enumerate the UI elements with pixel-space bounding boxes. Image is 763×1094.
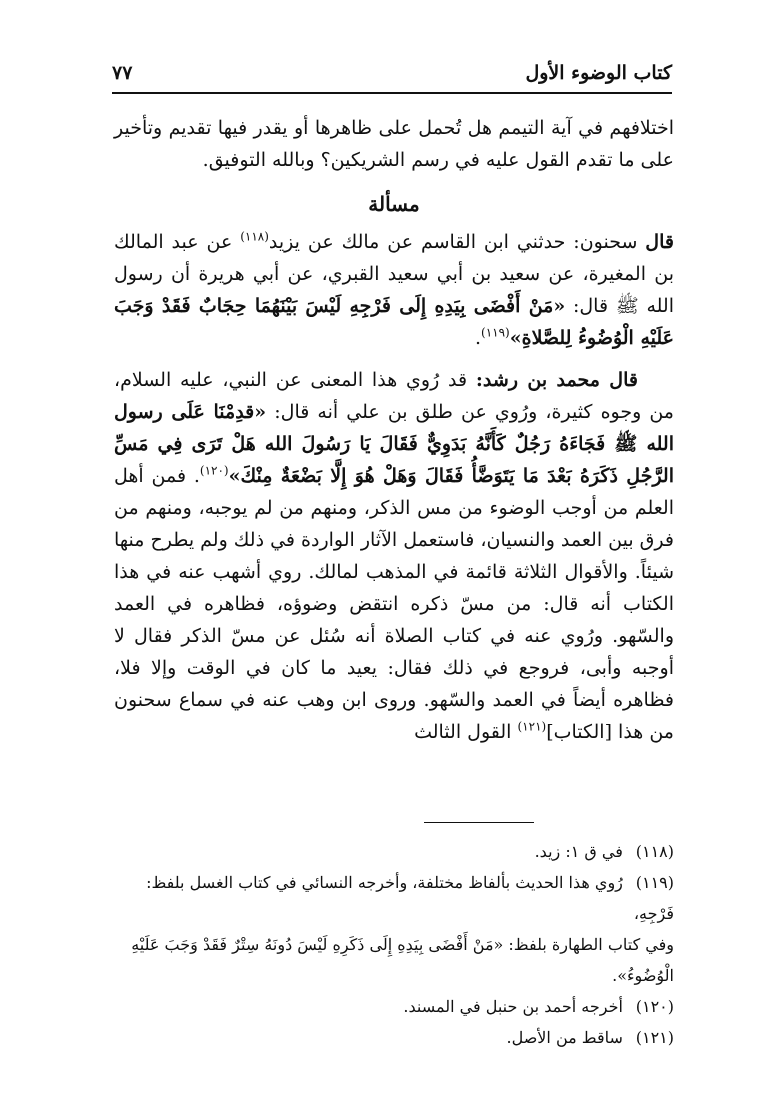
footnote-text: أخرجه أحمد بن حنبل في المسند. <box>403 997 623 1016</box>
speaker-label: قال محمد بن رشد: <box>475 369 638 391</box>
footnote <box>114 867 674 929</box>
footnote <box>114 991 674 1022</box>
footnote-continuation: وفي كتاب الطهارة بلفظ: «مَنْ أَفْضَى بِيَدِهِ إِلَى ذَكَرِهِ لَيْسَ دُونَهُ سِتْرٌ فَقَدْ وَجَبَ عَلَيْهِ الْوُضُوءُ». <box>131 935 674 985</box>
footnote-ref: (١١٩) <box>481 325 510 340</box>
hadith-text: «مَنْ أَفْضَى بِيَدِهِ إِلَى فَرْجِهِ لَيْسَ بَيْنَهُمَا حِجَابٌ فَقَدْ وَجَبَ عَلَيْهِ الْوُضُوءُ لِلصَّلاةِ» <box>114 295 674 349</box>
intro-paragraph: اختلافهم في آية التيمم هل تُحمل على ظاهرها أو يقدر فيها تقديم وتأخير على ما تقدم القول عليه في رسم الشريكين؟ وبالله التوفيق. <box>114 117 674 171</box>
section-heading: مسألة <box>368 192 420 216</box>
footnote-number: (١١٨) <box>635 842 674 861</box>
main-text <box>114 112 674 748</box>
footnote-ref: (١١٨) <box>240 229 269 244</box>
isnad-text: سحنون: حدثني ابن القاسم عن مالك عن يزيد <box>268 231 638 253</box>
footnotes <box>114 836 674 1053</box>
hadith-text: «قدِمْنَا عَلَى رسول الله ﷺ فَجَاءَهُ رَجُلٌ كَأَنَّهُ بَدَوِيٌّ فَقَالَ يَا رَسُولَ الله هَلْ تَرَى فِي مَسِّ الرَّجُلِ ذَكَرَهُ بَعْدَ مَا يَتَوَضَّأُ فَقَالَ وَهَلْ هُوَ إِلَّا بَضْعَةٌ مِنْكَ» <box>114 401 674 487</box>
footnote-text: ساقط من الأصل. <box>506 1028 623 1047</box>
isnad-text-cont: عن عبد المالك بن المغيرة، عن سعيد بن أبي سعيد القبري، عن أبي هريرة أن رسول الله ﷺ قال: <box>114 231 674 317</box>
footnote-ref: (١٢٠) <box>199 463 229 478</box>
commentary-text-cont: . فمن أهل العلم من أوجب الوضوء من مس الذكر، ومنهم من لم يوجبه، ومنهم من فرق بين العمد والنسيان، فاستعمل الآثار الواردة في ذلك ولم يطرح منها شيئاً. والأقوال الثلاثة قائمة في المذهب لمالك. روي أشهب عنه في هذا الكتاب أنه قال: من مسّ ذكره انتقض وضوؤه، فظاهره في العمد والسّهو. ورُوي عنه في كتاب الصلاة أنه سُئل عن مسّ الذكر فقال لا أوجبه وأبى، فروجع في ذلك فقال: يعيد ما كان في الوقت وإلا فلا، فظاهره أيضاً في العمد والسّهو. وروى ابن وهب عنه في سماع سحنون من هذا [الكتاب] <box>113 465 674 743</box>
footnote <box>114 836 674 867</box>
commentary-text-end: القول الثالث <box>414 721 512 743</box>
footnote <box>114 1022 674 1053</box>
footnote-number: (١١٩) <box>635 873 674 892</box>
footnote-text: في ق ١: زيد. <box>534 842 623 861</box>
footnote-divider <box>424 822 534 823</box>
commentary-text: قد رُوي هذا المعنى عن النبي، عليه السلام، من وجوه كثيرة، ورُوي عن طلق بن علي أنه قال: <box>114 369 674 423</box>
footnote-ref: (١٢١) <box>517 719 547 734</box>
page-header <box>112 62 672 94</box>
footnote-number: (١٢٠) <box>635 997 674 1016</box>
running-title: كتاب الوضوء الأول <box>525 62 672 84</box>
footnote-number: (١٢١) <box>635 1028 674 1047</box>
footnote-text: رُوي هذا الحديث بألفاظ مختلفة، وأخرجه النسائي في كتاب الغسل بلفظ: فَرْجِهِ، <box>146 873 674 923</box>
speaker-label: قال <box>645 231 674 253</box>
paragraph-ibn-rushd <box>114 364 674 748</box>
page-number: ٧٧ <box>112 62 133 84</box>
paragraph-sahnun: قال سحنون: حدثني ابن القاسم عن مالك عن يزيد$^{(١١٨)}$ عن عبد المالك بن المغيرة، عن سعيد بن أبي سعيد القبري، عن أبي هريرة أن رسول الله ﷺ قال: «مَنْ أَفْضَى بِيَدِهِ إِلَى فَرْجِهِ لَيْسَ بَيْنَهُمَا حِجَابٌ فَقَدْ وَجَبَ عَلَيْهِ الْوُضُوءُ لِلصَّلاةِ»$^{(١١٩)}$. <box>114 229 674 349</box>
